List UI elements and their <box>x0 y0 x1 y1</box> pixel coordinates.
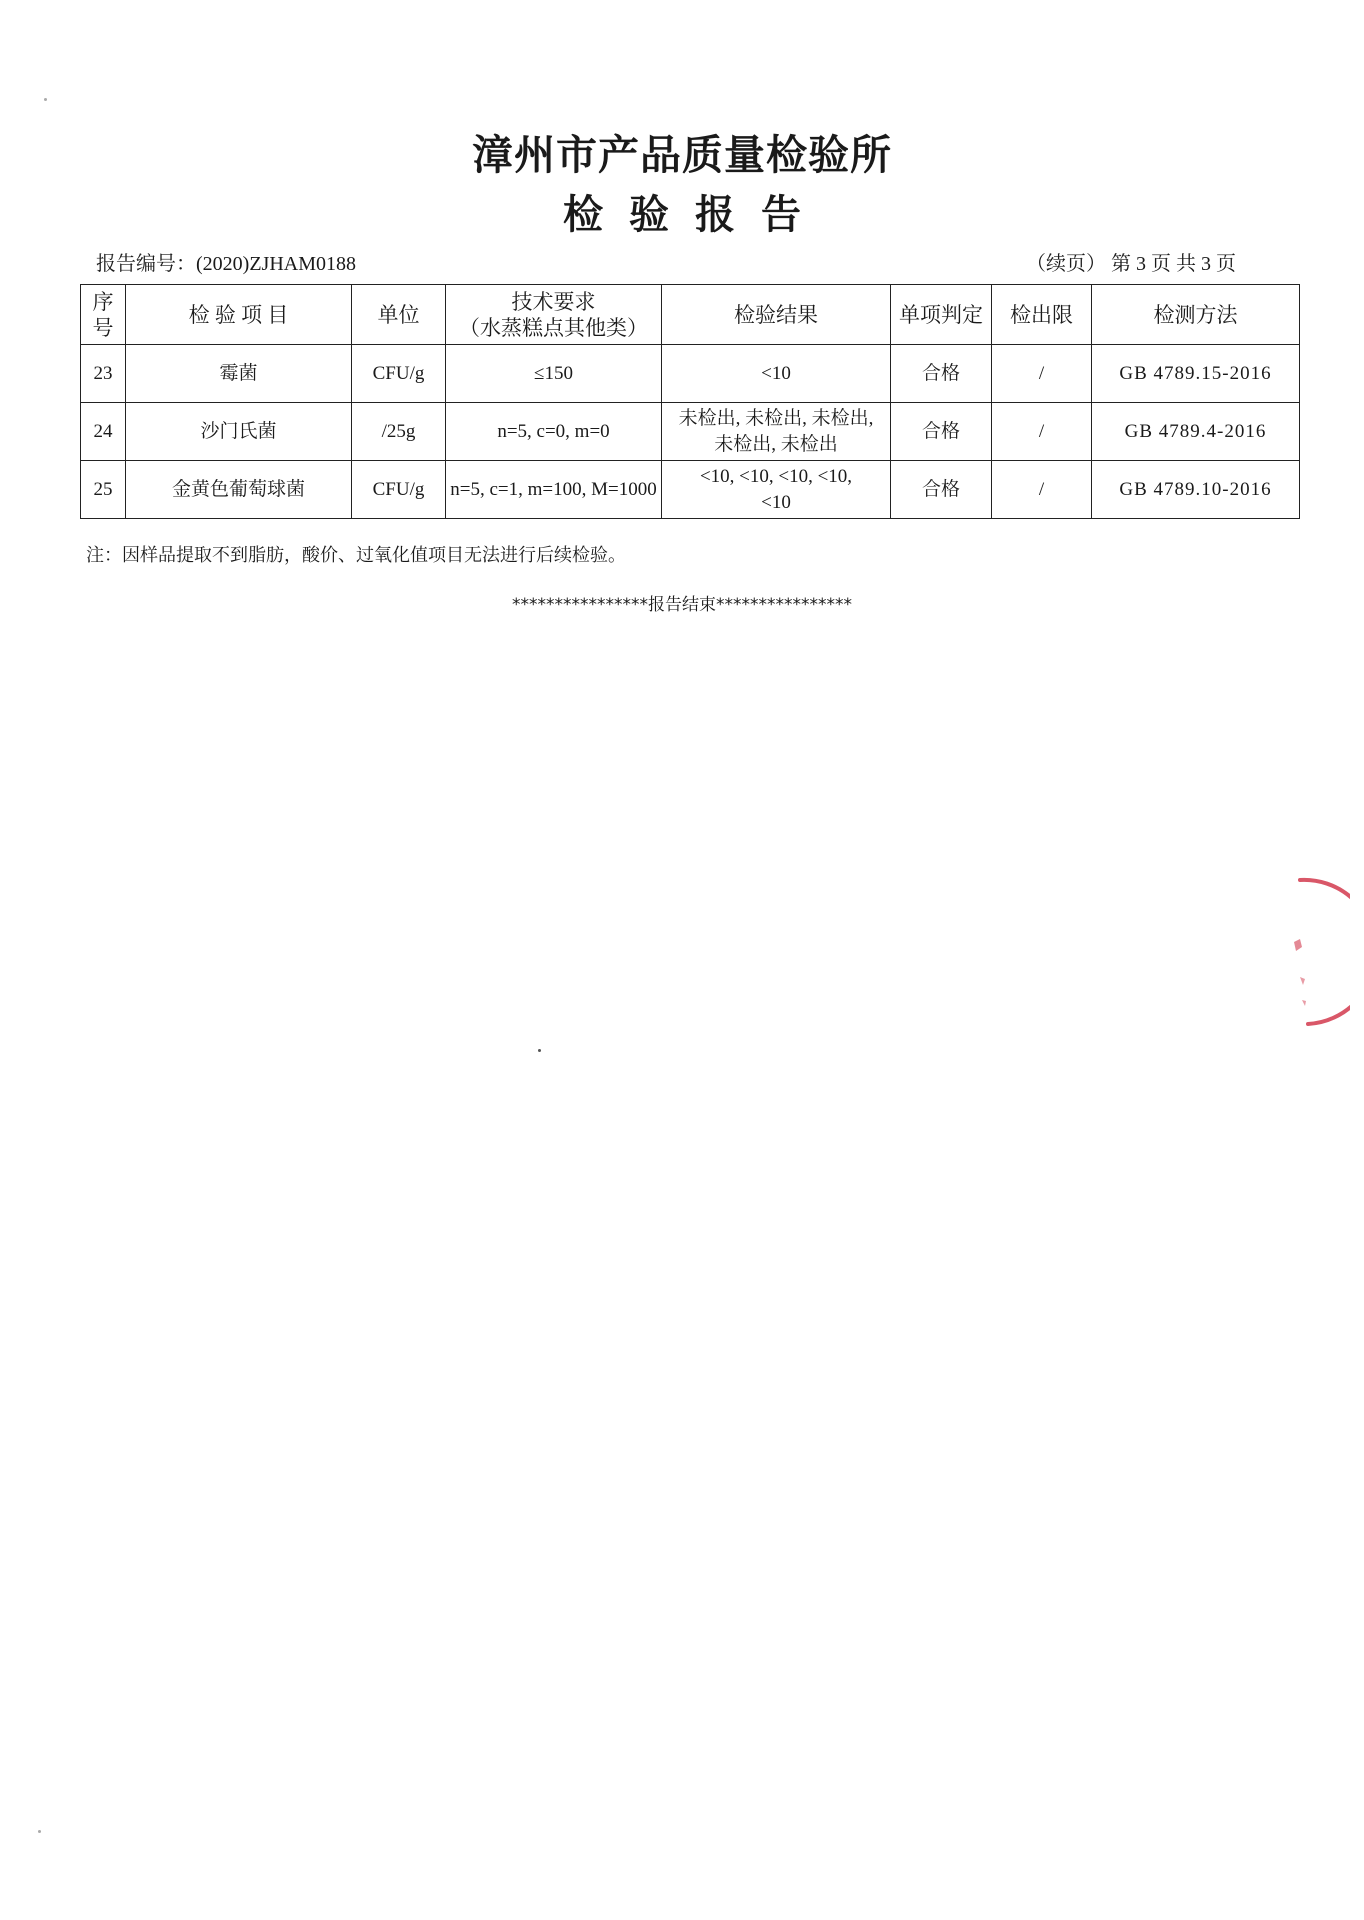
cell-item: 金黄色葡萄球菌 <box>126 461 352 519</box>
cell-verdict: 合格 <box>891 345 992 403</box>
header-requirement-line-2: （水蒸糕点其他类） <box>459 315 648 340</box>
header-method: 检测方法 <box>1092 285 1300 345</box>
header-requirement <box>446 285 662 345</box>
header-requirement-line-1: 技术要求 <box>511 289 596 314</box>
cell-result-line-1: 未检出, 未检出, 未检出, <box>678 407 874 429</box>
cell-result-line-2: 未检出, 未检出 <box>714 433 838 455</box>
cell-seq: 23 <box>81 345 126 403</box>
cell-method: GB 4789.4-2016 <box>1092 403 1300 461</box>
header-seq-line-1: 序 <box>92 289 114 314</box>
report-number-label: 报告编号： <box>96 253 196 275</box>
cell-result <box>662 461 891 519</box>
cell-limit: / <box>992 403 1092 461</box>
header-item: 检 验 项 目 <box>126 285 352 345</box>
org-name: 漳州市产品质量检验所 <box>472 131 892 179</box>
cell-requirement: n=5, c=1, m=100, M=1000 <box>446 461 662 519</box>
cell-result-line-1: <10, <10, <10, <10, <box>699 465 853 487</box>
footnote: 注：因样品提取不到脂肪，酸价、过氧化值项目无法进行后续检验。 <box>86 545 626 566</box>
header-verdict: 单项判定 <box>891 285 992 345</box>
document-title: 检验报告 <box>563 191 827 238</box>
cell-verdict: 合格 <box>891 403 992 461</box>
header-unit: 单位 <box>352 285 446 345</box>
results-table <box>80 284 1300 519</box>
cell-limit: / <box>992 461 1092 519</box>
cell-limit: / <box>992 345 1092 403</box>
cell-seq: 24 <box>81 403 126 461</box>
report-number-line <box>96 247 356 276</box>
cell-unit: /25g <box>352 403 446 461</box>
cell-result <box>662 403 891 461</box>
report-number-value: (2020)ZJHAM0188 <box>196 253 356 275</box>
table-row <box>81 403 1300 461</box>
cell-unit: CFU/g <box>352 461 446 519</box>
table-row <box>81 461 1300 519</box>
cell-method: GB 4789.15-2016 <box>1092 345 1300 403</box>
table-row <box>81 345 1300 403</box>
header-limit: 检出限 <box>992 285 1092 345</box>
cell-unit: CFU/g <box>352 345 446 403</box>
cell-result-line-2: <10 <box>761 491 791 513</box>
table-header-row <box>81 285 1300 345</box>
cell-requirement: n=5, c=0, m=0 <box>446 403 662 461</box>
header-seq-line-2: 号 <box>92 315 114 340</box>
header-result: 检验结果 <box>662 285 891 345</box>
cell-verdict: 合格 <box>891 461 992 519</box>
scan-speck <box>538 1049 541 1052</box>
cell-item: 霉菌 <box>126 345 352 403</box>
page-info: （续页） 第 3 页 共 3 页 <box>1026 253 1236 275</box>
cell-result <box>662 345 891 403</box>
cell-item: 沙门氏菌 <box>126 403 352 461</box>
report-end-marker: ****************报告结束**************** <box>512 595 852 615</box>
scan-speck <box>38 1830 41 1833</box>
seal-stamp-icon <box>1190 872 1350 1032</box>
scan-speck <box>44 98 47 101</box>
cell-method: GB 4789.10-2016 <box>1092 461 1300 519</box>
header-seq <box>81 285 126 345</box>
cell-result-line-1: <10 <box>761 362 791 384</box>
cell-requirement: ≤150 <box>446 345 662 403</box>
cell-seq: 25 <box>81 461 126 519</box>
